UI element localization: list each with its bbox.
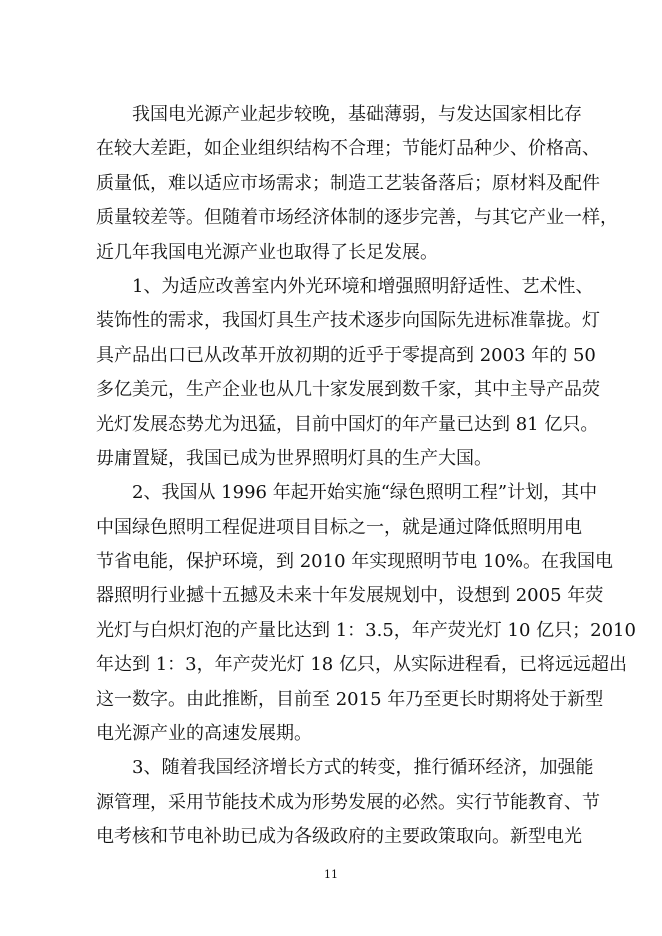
text-line: 具产品出口已从改革开放初期的近乎于零提高到 2003 年的 50 — [96, 344, 596, 366]
text-line: 质量低，难以适应市场需求；制造工艺装备落后；原材料及配件 — [96, 172, 600, 194]
text-line: 多亿美元，生产企业也从几十家发展到数千家，其中主导产品荧 — [96, 379, 600, 401]
text-line: 毋庸置疑，我国已成为世界照明灯具的生产大国。 — [96, 447, 492, 469]
text-line: 2、我国从 1996 年起开始实施“绿色照明工程”计划，其中 — [132, 482, 598, 504]
page-number: 11 — [324, 868, 338, 881]
text-line: 年达到 1：3，年产荧光灯 18 亿只，从实际进程看，已将远远超出 — [96, 654, 627, 676]
text-line: 光灯发展态势尤为迅猛，目前中国灯的年产量已达到 81 亿只。 — [96, 413, 599, 435]
text-line: 器照明行业撼十五撼及未来十年发展规划中，设想到 2005 年荧 — [96, 585, 604, 607]
text-line: 我国电光源产业起步较晚，基础薄弱，与发达国家相比存 — [132, 104, 582, 125]
paragraph-point-1 — [96, 270, 600, 476]
text-line: 装饰性的需求，我国灯具生产技术逐步向国际先进标准靠拢。灯 — [96, 310, 600, 332]
text-line: 节省电能，保护环境，到 2010 年实现照明节电 10%。在我国电 — [96, 551, 613, 573]
paragraph-point-2 — [96, 476, 636, 751]
paragraph-point-3 — [96, 751, 600, 854]
text-line: 质量较差等。但随着市场经济体制的逐步完善，与其它产业一样， — [96, 207, 618, 229]
text-line: 源管理，采用节能技术成为形势发展的必然。实行节能教育、节 — [96, 791, 600, 813]
text-line: 1、为适应改善室内外光环境和增强照明舒适性、艺术性、 — [132, 275, 594, 297]
text-line: 中国绿色照明工程促进项目目标之一，就是通过降低照明用电 — [96, 516, 582, 538]
text-line: 在较大差距，如企业组织结构不合理；节能灯品种少、价格高、 — [96, 138, 600, 160]
text-line: 光灯与白炽灯泡的产量比达到 1：3.5，年产荧光灯 10 亿只；2010 — [96, 619, 636, 641]
text-line: 电考核和节电补助已成为各级政府的主要政策取向。新型电光 — [96, 826, 582, 848]
text-line: 3、随着我国经济增长方式的转变，推行循环经济，加强能 — [132, 757, 594, 779]
paragraph-intro — [96, 98, 618, 270]
text-line: 电光源产业的高速发展期。 — [96, 723, 312, 745]
body-text — [96, 98, 636, 855]
text-line: 近几年我国电光源产业也取得了长足发展。 — [96, 241, 438, 263]
text-line: 这一数字。由此推断，目前至 2015 年乃至更长时期将处于新型 — [96, 688, 604, 710]
